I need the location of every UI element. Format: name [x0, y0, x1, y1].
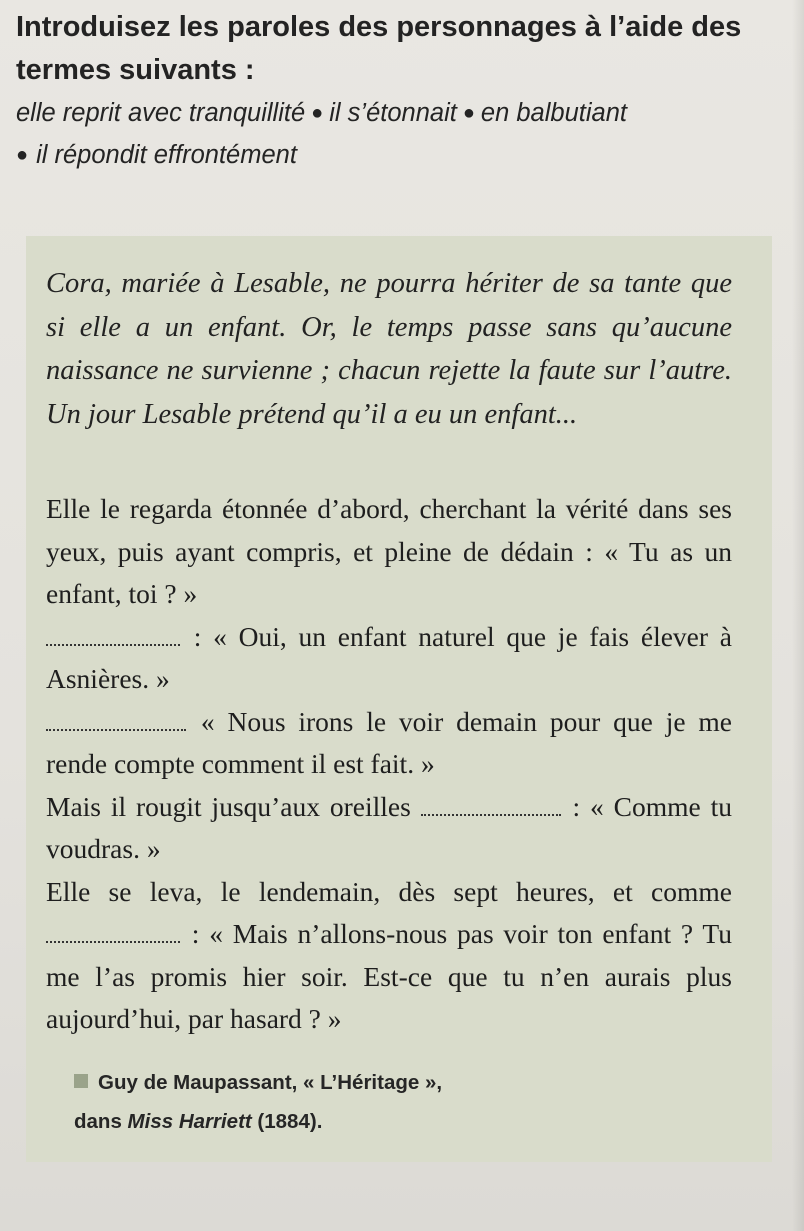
source-year: (1884). [251, 1110, 323, 1133]
answer-blank-1[interactable] [46, 624, 180, 646]
paragraph-3 [46, 701, 732, 786]
paragraph-5 [46, 871, 732, 1041]
term-2: il s’étonnait [329, 99, 457, 127]
answer-blank-2[interactable] [46, 709, 186, 731]
answer-blank-4[interactable] [46, 921, 180, 943]
square-bullet-icon [74, 1074, 88, 1088]
page-edge-shadow [792, 0, 804, 1231]
term-3: en balbutiant [480, 99, 627, 127]
paragraph-4 [46, 786, 732, 871]
excerpt-summary: Cora, mariée à Lesable, ne pourra hériter de sa tante que si elle a un enfant. Or, le temps passe sans qu’aucune naissance ne survienne ; chacun rejette la faute sur l’autre. Un jour Lesable prétend qu’il a eu un enfant... [46, 268, 732, 430]
story-text [46, 488, 732, 1041]
exercise-instruction: Introduisez les paroles des personnages à l’aide des termes suivants : [16, 11, 742, 86]
source-citation [74, 1063, 674, 1141]
term-1: elle reprit avec tranquillité [16, 99, 306, 127]
paragraph-1: Elle le regarda étonnée d’abord, cherchant la vérité dans ses yeux, puis ayant compris, et pleine de dédain : « Tu as un enfant, toi ? » [46, 493, 732, 609]
bullet-icon: ● [16, 144, 29, 166]
paragraph-5-text-before: Elle se leva, le lendemain, dès sept heures, et comme [46, 875, 732, 907]
bullet-icon: ● [462, 102, 475, 124]
source-book-title: Miss Harriett [127, 1110, 252, 1133]
source-dans: dans [74, 1110, 128, 1133]
paragraph-2 [46, 616, 732, 701]
terms-list [16, 92, 786, 176]
paragraph-3-text: « Nous irons le voir demain pour que je me rende compte comment il est fait. » [46, 705, 732, 779]
source-line-1: Guy de Maupassant, « L’Héritage », [98, 1071, 443, 1094]
answer-blank-3[interactable] [421, 794, 561, 816]
paragraph-4-text-after: : « Comme tu voudras. » [46, 790, 732, 864]
paragraph-5-text-after: : « Mais n’allons-nous pas voir ton enfant ? Tu me l’as promis hier soir. Est-ce que tu n’en aurais plus aujourd’hui, par hasard ? » [46, 918, 732, 1034]
paragraph-2-text: : « Oui, un enfant naturel que je fais élever à Asnières. » [46, 620, 732, 694]
bullet-icon: ● [311, 102, 324, 124]
term-4: il répondit effrontément [36, 141, 297, 169]
paragraph-4-text-before: Mais il rougit jusqu’aux oreilles [46, 790, 421, 822]
